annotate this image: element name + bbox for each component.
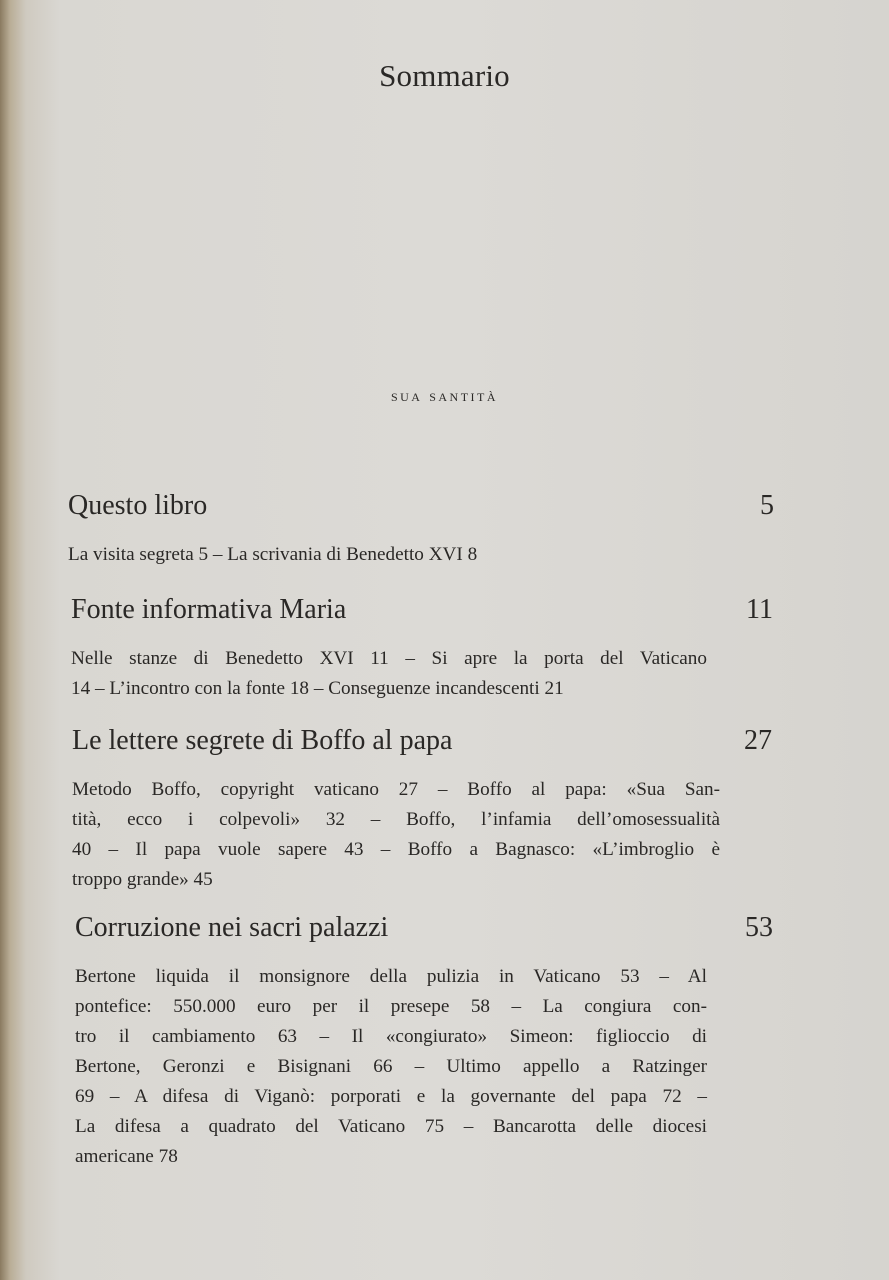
toc-chapter — [75, 912, 773, 1172]
subsection-line: 69 – A difesa di Viganò: porporati e la governante del papa 72 – — [75, 1086, 707, 1107]
subsection-line: americane 78 — [75, 1146, 178, 1167]
chapter-page-number: 53 — [745, 912, 773, 943]
subsection-line: 14 – L’incontro con la fonte 18 – Conseguenze incandescenti 21 — [71, 678, 564, 699]
page-title: Sommario — [379, 58, 510, 93]
toc-chapter — [68, 490, 774, 570]
chapter-title: Le lettere segrete di Boffo al papa — [72, 725, 453, 756]
chapter-subsections — [75, 962, 707, 1172]
subsection-line: Metodo Boffo, copyright vaticano 27 – Boffo al papa: «Sua San- — [72, 779, 720, 800]
toc-chapter — [71, 594, 773, 704]
chapter-title: Corruzione nei sacri palazzi — [75, 912, 389, 943]
subsection-line: 40 – Il papa vuole sapere 43 – Boffo a Bagnasco: «L’imbroglio è — [72, 839, 720, 860]
subsection-line: tità, ecco i colpevoli» 32 – Boffo, l’infamia dell’omosessualità — [72, 809, 720, 830]
part-heading: sua santità — [390, 386, 499, 405]
chapter-title: Fonte informativa Maria — [71, 594, 347, 625]
chapter-title: Questo libro — [68, 490, 208, 521]
subsection-line: pontefice: 550.000 euro per il presepe 58 – La congiura con- — [75, 996, 707, 1017]
subsection-line: La visita segreta 5 – La scrivania di Benedetto XVI 8 — [68, 544, 478, 565]
subsection-line: tro il cambiamento 63 – Il «congiurato» Simeon: figlioccio di — [75, 1026, 707, 1047]
chapter-page-number: 27 — [744, 725, 772, 756]
chapter-subsections — [72, 775, 720, 895]
chapter-page-number: 5 — [760, 490, 774, 521]
chapter-page-number: 11 — [746, 594, 773, 625]
chapter-subsections — [71, 644, 707, 704]
toc-chapter — [72, 725, 772, 895]
subsection-line: Bertone liquida il monsignore della pulizia in Vaticano 53 – Al — [75, 966, 707, 987]
subsection-line: Bertone, Geronzi e Bisignani 66 – Ultimo appello a Ratzinger — [75, 1056, 707, 1077]
subsection-line: Nelle stanze di Benedetto XVI 11 – Si apre la porta del Vaticano — [71, 648, 707, 669]
subsection-line: troppo grande» 45 — [72, 869, 213, 890]
subsection-line: La difesa a quadrato del Vaticano 75 – Bancarotta delle diocesi — [75, 1116, 707, 1137]
chapter-subsections — [68, 540, 608, 570]
